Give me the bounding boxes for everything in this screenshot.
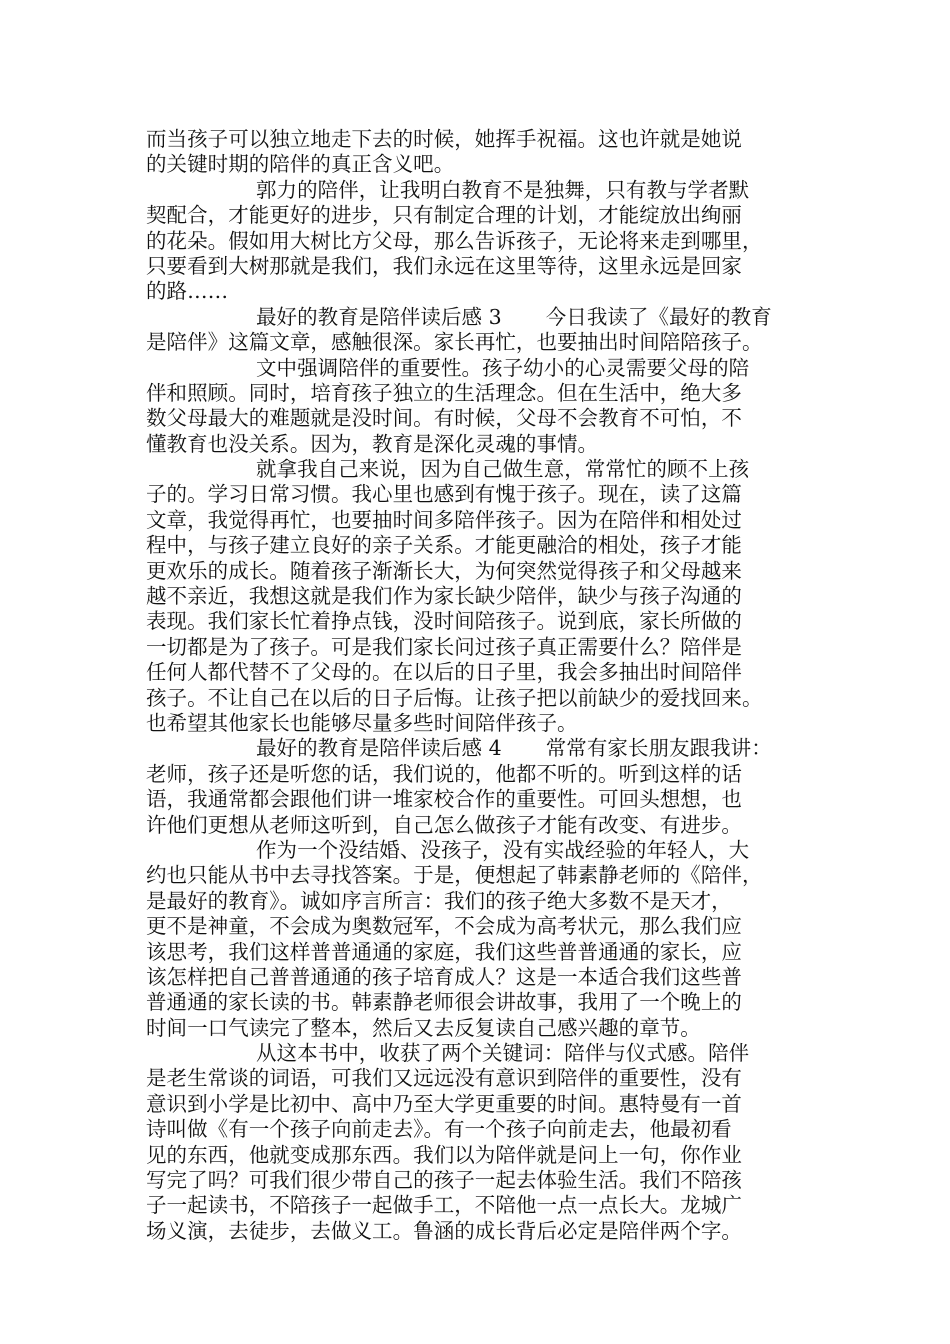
- line-text-continuation: 今日我读了《最好的教育: [545, 304, 772, 329]
- line-text: 是老生常谈的词语，可我们又远远没有意识到陪伴的重要性，没有: [146, 1066, 742, 1091]
- line-text: 语，我通常都会跟他们讲一堆家校合作的重要性。可回头想想，也: [146, 787, 742, 812]
- text-line: [146, 914, 808, 939]
- line-text: 表现。我们家长忙着挣点钱，没时间陪孩子。说到底，家长所做的: [146, 609, 742, 634]
- text-line: [146, 940, 808, 965]
- text-line: [146, 584, 808, 609]
- text-line: [146, 889, 808, 914]
- line-text: 该思考，我们这样普普通通的家庭，我们这些普普通通的家长，应: [146, 939, 742, 964]
- line-text: 老师，孩子还是听您的话，我们说的，他都不听的。听到这样的话: [146, 761, 742, 786]
- line-text: 伴和照顾。同时，培育孩子独立的生活理念。但在生活中，绝大多: [146, 380, 742, 405]
- text-line: [146, 406, 808, 431]
- line-text: 越不亲近，我想这就是我们作为家长缺少陪伴，缺少与孩子沟通的: [146, 584, 742, 609]
- text-line: [146, 178, 808, 203]
- line-text: 文中强调陪伴的重要性。孩子幼小的心灵需要父母的陪: [256, 355, 750, 380]
- text-line: [146, 482, 808, 507]
- line-text: 更欢乐的成长。随着孩子渐渐长大，为何突然觉得孩子和父母越来: [146, 558, 742, 583]
- text-line: [146, 432, 808, 457]
- line-text: 约也只能从书中去寻找答案。于是，便想起了韩素静老师的《陪伴，: [146, 863, 763, 888]
- text-line: [146, 305, 808, 330]
- line-text: 的关键时期的陪伴的真正含义吧。: [146, 152, 455, 177]
- line-text: 任何人都代替不了父母的。在以后的日子里，我会多抽出时间陪伴: [146, 660, 742, 685]
- text-line: [146, 203, 808, 228]
- text-line: [146, 381, 808, 406]
- line-text: 懂教育也没关系。因为，教育是深化灵魂的事情。: [146, 431, 599, 456]
- text-line: [146, 533, 808, 558]
- line-text: 该怎样把自己普普通通的孩子培育成人？这是一本适合我们这些普: [146, 964, 742, 989]
- line-text: 场义演，去徒步，去做义工。鲁涵的成长背后必定是陪伴两个字。: [146, 1218, 742, 1243]
- line-text: 孩子。不让自己在以后的日子后悔。让孩子把以前缺少的爱找回来。: [146, 685, 763, 710]
- text-line: [146, 660, 808, 685]
- line-text: 写完了吗？可我们很少带自己的孩子一起去体验生活。我们不陪孩: [146, 1168, 742, 1193]
- text-line: [146, 1066, 808, 1091]
- line-text: 契配合，才能更好的进步，只有制定合理的计划，才能绽放出绚丽: [146, 203, 742, 228]
- text-line: [146, 635, 808, 660]
- line-text: 是最好的教育》。诚如序言所言：我们的孩子绝大多数不是天才，: [146, 888, 732, 913]
- text-line: [146, 1143, 808, 1168]
- text-line: [146, 838, 808, 863]
- line-text: 作为一个没结婚、没孩子，没有实战经验的年轻人，大: [256, 837, 750, 862]
- text-line: [146, 1168, 808, 1193]
- line-text: 程中，与孩子建立良好的亲子关系。才能更融洽的相处，孩子才能: [146, 533, 742, 558]
- text-line: [146, 787, 808, 812]
- text-line: [146, 279, 808, 304]
- text-line: [146, 686, 808, 711]
- text-line: [146, 609, 808, 634]
- text-line: [146, 1041, 808, 1066]
- line-text: 子的。学习日常习惯。我心里也感到有愧于孩子。现在，读了这篇: [146, 482, 742, 507]
- text-line: [146, 1117, 808, 1142]
- line-text: 郭力的陪伴，让我明白教育不是独舞，只有教与学者默: [256, 177, 750, 202]
- text-line: [146, 508, 808, 533]
- line-text: 文章，我觉得再忙，也要抽时间多陪伴孩子。因为在陪伴和相处过: [146, 507, 742, 532]
- text-line: [146, 736, 808, 761]
- line-text: 只要看到大树那就是我们，我们永远在这里等待，这里永远是回家: [146, 253, 742, 278]
- text-line: [146, 229, 808, 254]
- text-line: [146, 1193, 808, 1218]
- text-line: [146, 127, 808, 152]
- text-line: [146, 965, 808, 990]
- line-text: 诗叫做《有一个孩子向前走去》。有一个孩子向前走去，他最初看: [146, 1117, 732, 1142]
- text-line: [146, 990, 808, 1015]
- line-text: 子一起读书，不陪孩子一起做手工，不陪他一点一点长大。龙城广: [146, 1193, 742, 1218]
- line-text: 从这本书中，收获了两个关键词：陪伴与仪式感。陪伴: [256, 1041, 750, 1066]
- line-text: 见的东西，他就变成那东西。我们以为陪伴就是问上一句，你作业: [146, 1142, 742, 1167]
- text-line: [146, 152, 808, 177]
- text-line: [146, 863, 808, 888]
- line-text: 许他们更想从老师这听到，自己怎么做孩子才能有改变、有进步。: [146, 812, 742, 837]
- line-text: 普通通的家长读的书。韩素静老师很会讲故事，我用了一个晚上的: [146, 990, 742, 1015]
- line-text-continuation: 常常有家长朋友跟我讲：: [545, 736, 772, 761]
- text-line: [146, 813, 808, 838]
- text-line: [146, 559, 808, 584]
- text-line: [146, 1092, 808, 1117]
- line-text: 一切都是为了孩子。可是我们家长问过孩子真正需要什么？陪伴是: [146, 634, 742, 659]
- line-text: 意识到小学是比初中、高中乃至大学更重要的时间。惠特曼有一首: [146, 1091, 742, 1116]
- text-line: [146, 457, 808, 482]
- text-line: [146, 356, 808, 381]
- line-text: 的路……: [146, 279, 229, 304]
- line-text: 最好的教育是陪伴读后感 3: [256, 304, 502, 329]
- line-text: 数父母最大的难题就是没时间。有时候，父母不会教育不可怕，不: [146, 406, 742, 431]
- text-line: [146, 330, 808, 355]
- text-line: [146, 254, 808, 279]
- line-text: 更不是神童，不会成为奥数冠军，不会成为高考状元，那么我们应: [146, 914, 742, 939]
- line-text: 时间一口气读完了整本，然后又去反复读自己感兴趣的章节。: [146, 1015, 701, 1040]
- line-text: 而当孩子可以独立地走下去的时候，她挥手祝福。这也许就是她说: [146, 127, 742, 151]
- line-text: 就拿我自己来说，因为自己做生意，常常忙的顾不上孩: [256, 457, 750, 482]
- line-text: 最好的教育是陪伴读后感 4: [256, 736, 502, 761]
- text-line: [146, 762, 808, 787]
- text-line: [146, 1219, 808, 1244]
- line-text: 的花朵。假如用大树比方父母，那么告诉孩子，无论将来走到哪里，: [146, 228, 763, 253]
- line-text: 也希望其他家长也能够尽量多些时间陪伴孩子。: [146, 710, 578, 735]
- line-text: 是陪伴》这篇文章，感触很深。家长再忙，也要抽出时间陪陪孩子。: [146, 330, 763, 355]
- text-line: [146, 1016, 808, 1041]
- document-body: [146, 127, 808, 1244]
- text-line: [146, 711, 808, 736]
